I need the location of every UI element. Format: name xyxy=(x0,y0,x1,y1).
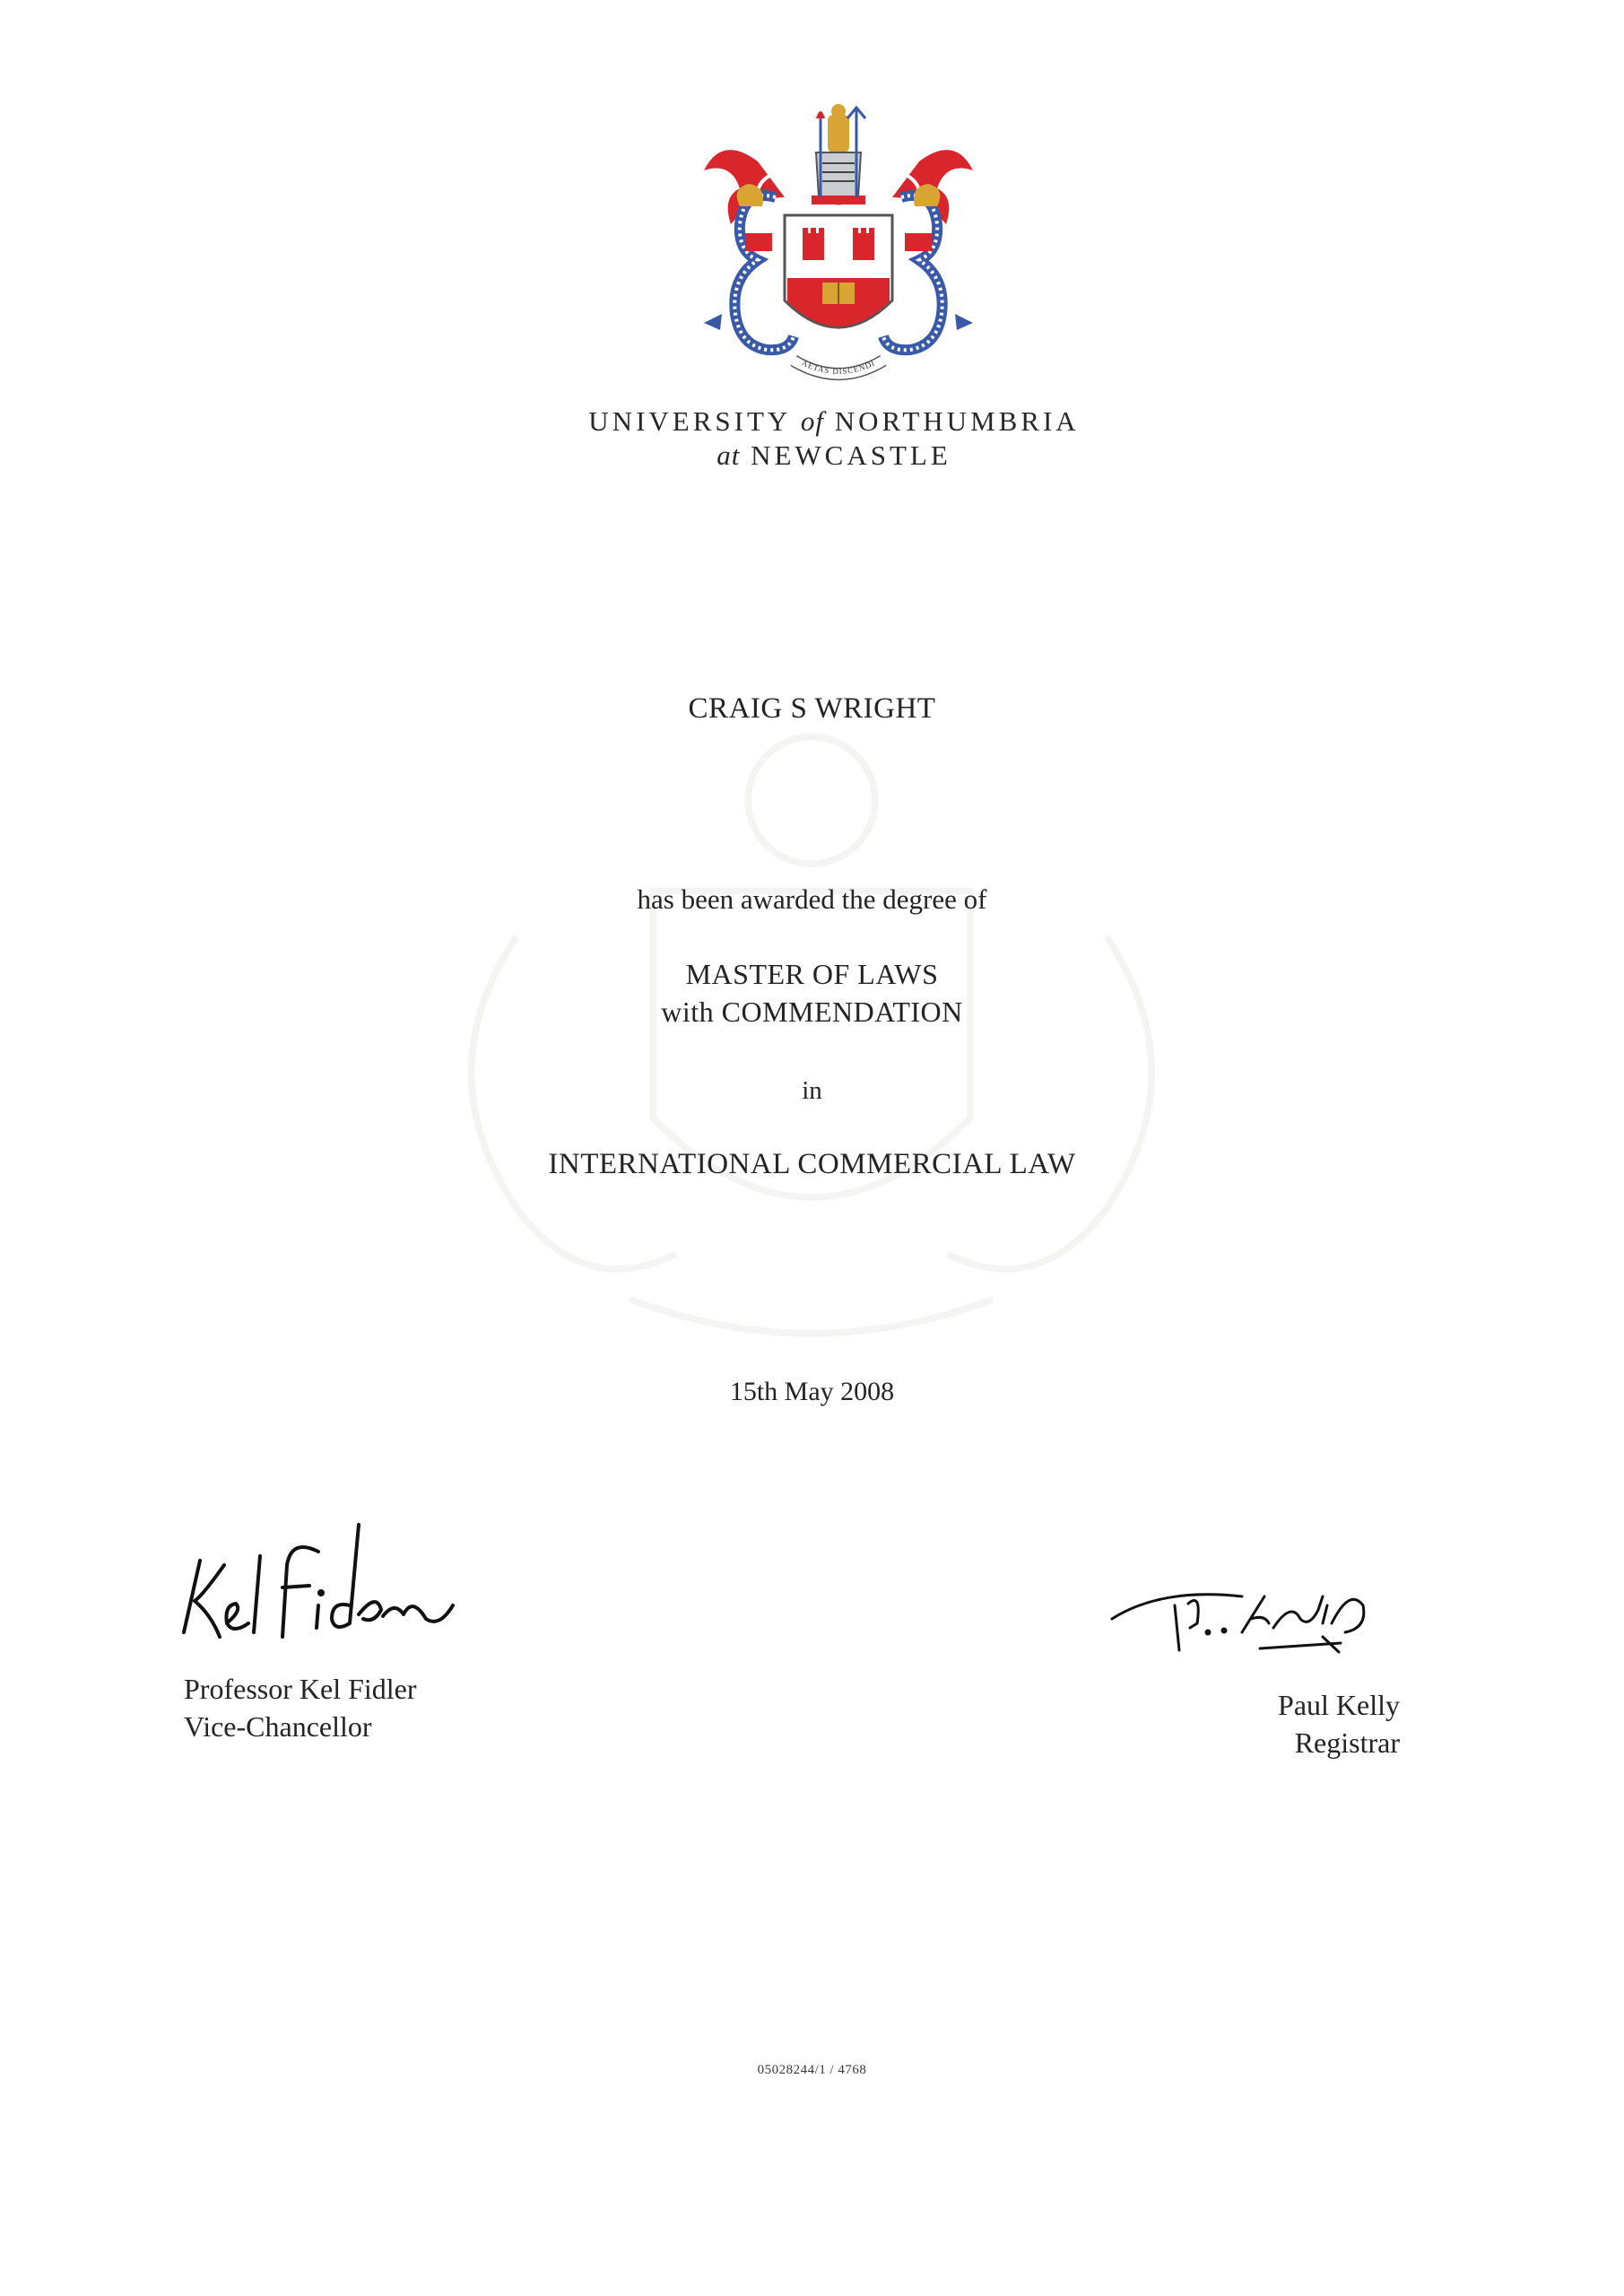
degree-title: MASTER OF LAWS xyxy=(685,958,939,990)
signatory-title: Vice-Chancellor xyxy=(184,1710,372,1743)
university-location xyxy=(0,439,1624,472)
university-crest-icon xyxy=(668,99,1009,404)
award-date: 15th May 2008 xyxy=(729,1377,895,1406)
subject-conjunction: in xyxy=(802,1076,822,1105)
signatory-vice-chancellor xyxy=(184,1670,417,1745)
university-name-connector: of xyxy=(800,405,825,437)
university-name-part1: UNIVERSITY xyxy=(588,405,791,437)
signatory-registrar xyxy=(1278,1686,1400,1761)
degree-honour: with COMMENDATION xyxy=(661,996,963,1028)
certificate-serial-number: 05028244/1 / 4768 xyxy=(757,2063,867,2077)
crest-motto: AETAS DISCENDI xyxy=(800,358,877,377)
signatory-name: Professor Kel Fidler xyxy=(184,1673,417,1705)
degree-subject: INTERNATIONAL COMMERCIAL LAW xyxy=(548,1148,1076,1180)
university-name xyxy=(0,405,1624,438)
location-prefix: at xyxy=(716,439,741,471)
registrar-signature xyxy=(1107,1570,1403,1659)
vice-chancellor-signature xyxy=(175,1516,471,1650)
awarded-statement: has been awarded the degree of xyxy=(637,883,987,915)
signatory-name: Paul Kelly xyxy=(1278,1689,1400,1721)
location-name: NEWCASTLE xyxy=(751,439,951,471)
university-name-part2: NORTHUMBRIA xyxy=(834,405,1080,437)
signatory-title: Registrar xyxy=(1294,1726,1400,1759)
recipient-name: CRAIG S WRIGHT xyxy=(688,692,936,725)
